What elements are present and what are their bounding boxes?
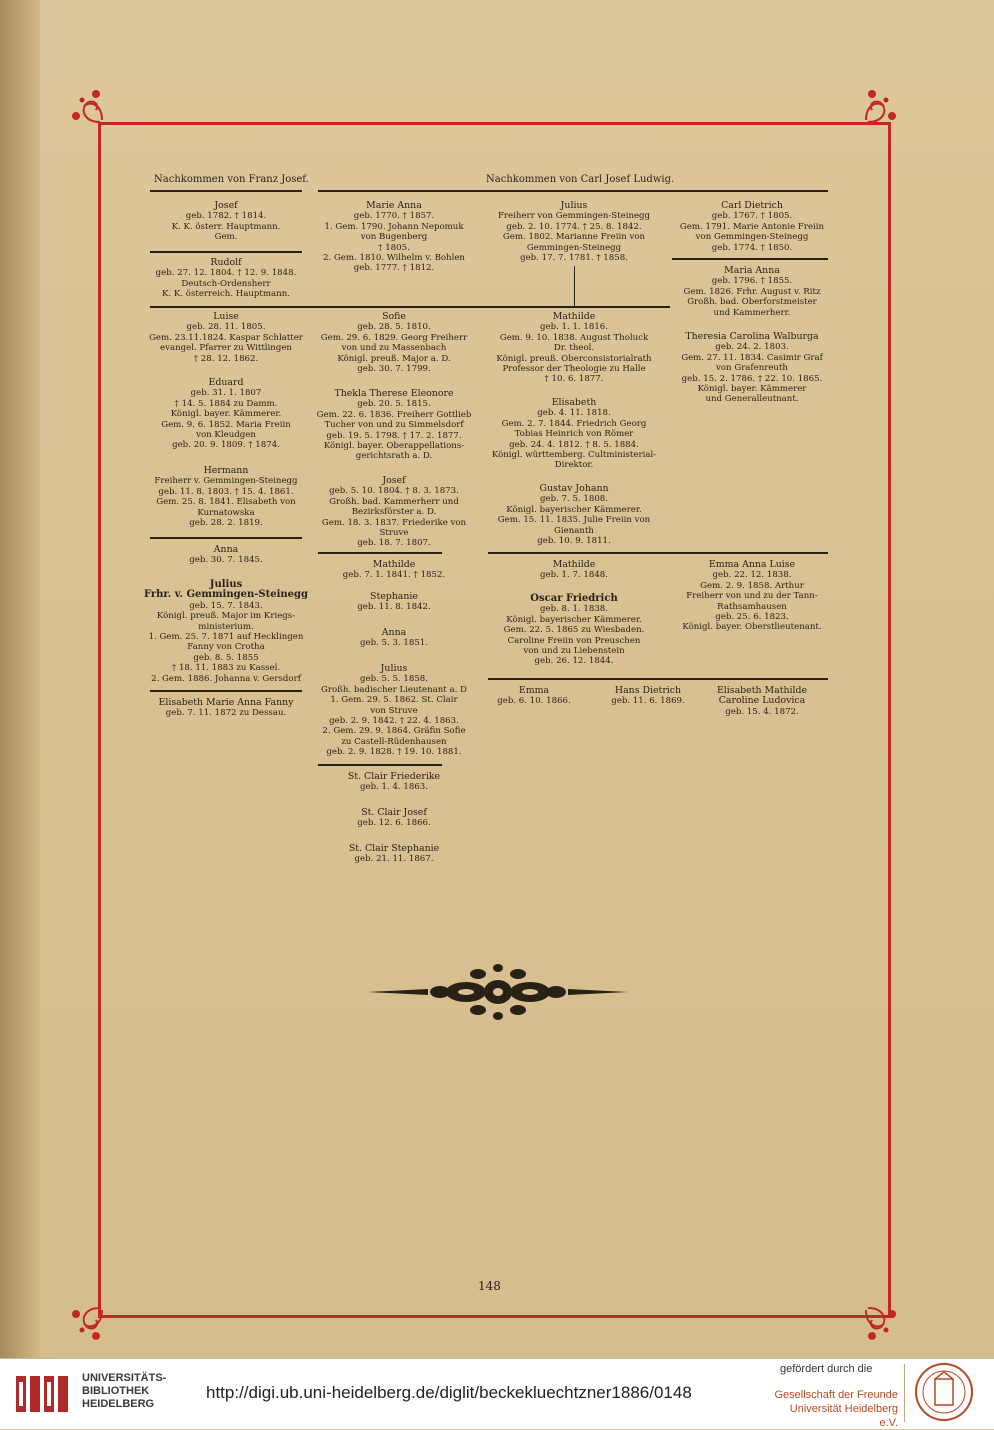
- entry-text: geb. 1782. † 1814. K. K. österr. Hauptmann. Gem.: [171, 211, 281, 243]
- entry-name: Emma: [518, 685, 550, 696]
- entry-name: Theresia Carolina Walburga: [685, 331, 819, 342]
- entry-name: Mathilde: [552, 559, 596, 570]
- entry-text: geb. 21. 11. 1867.: [354, 854, 434, 865]
- rule-col2-d: [318, 764, 442, 766]
- entry-text: geb. 30. 7. 1845.: [189, 555, 263, 566]
- entry-name: Stephanie: [370, 591, 418, 602]
- connector-julius: [574, 266, 575, 306]
- university-seal-icon: [914, 1362, 974, 1422]
- library-name: UNIVERSITÄTS- BIBLIOTHEK HEIDELBERG: [82, 1372, 167, 1410]
- entry-text: geb. 12. 6. 1866.: [357, 818, 431, 829]
- entry-text: geb. 1770. † 1857. 1. Gem. 1790. Johann Nepomuk von Bugenberg † 1805. 2. Gem. 1810. Wilhelm v. Bohlen geb. 1777. † 1812.: [323, 211, 465, 274]
- entry-text: geb. 7. 1. 1841. † 1852.: [342, 570, 446, 581]
- entry-julius-freiherr: [482, 201, 666, 263]
- entry-mathilde-3: [482, 560, 666, 581]
- entry-josef-2: [306, 476, 482, 549]
- entry-name: Anna: [213, 544, 239, 555]
- rule-col1-c: [150, 537, 302, 539]
- entry-text: geb. 24. 2. 1803. Gem. 27. 11. 1834. Casimir Graf von Grafenreuth geb. 15. 2. 1786. † 22. 10. 1865. Königl. bayer. Kämmerer und Generalleutnant.: [681, 342, 823, 405]
- entry-name: St. Clair Josef: [361, 807, 427, 818]
- header-right: Nachkommen von Carl Josef Ludwig.: [486, 174, 675, 185]
- entry-anna: [138, 545, 314, 566]
- entry-elisabeth-marie: [138, 698, 314, 719]
- entry-text: geb. 1. 4. 1863.: [359, 782, 429, 793]
- entry-julius-2: [306, 664, 482, 758]
- rule-col34-c: [488, 552, 828, 554]
- entry-name: Hermann: [203, 465, 249, 476]
- entry-text: geb. 8. 1. 1838. Königl. bayerischer Kämmerer. Gem. 22. 5. 1865 zu Wiesbaden. Caroline Freiin von Preuschen von und zu Liebenstein geb. 26. 12. 1844.: [503, 604, 645, 667]
- entry-name: Sofie: [382, 311, 406, 322]
- entry-mathilde: [482, 312, 666, 385]
- entry-text: geb. 7. 5. 1808. Königl. bayerischer Kämmerer. Gem. 15. 11. 1835. Julie Freiin von Gienanth geb. 10. 9. 1811.: [497, 494, 651, 547]
- sponsor-intro: gefördert durch die: [780, 1363, 873, 1375]
- entry-name: Julius: [560, 200, 588, 211]
- entry-name: St. Clair Friederike: [347, 771, 441, 782]
- corner-ornament-bottom-right: [842, 1284, 902, 1344]
- entry-st-clair-josef: [306, 808, 482, 829]
- entry-josef: [138, 201, 314, 243]
- rule-col1-top: [150, 190, 302, 192]
- entry-text: geb. 31. 1. 1807 † 14. 5. 1884 zu Damm. Königl. bayer. Kämmerer. Gem. 9. 6. 1852. Maria Freiin von Kleudgen geb. 20. 9. 1809. † 1874.: [161, 388, 291, 451]
- entry-anna-2: [306, 628, 482, 649]
- entry-name: Elisabeth Marie Anna Fanny: [158, 697, 294, 708]
- entry-hans-dietrich: [596, 686, 700, 707]
- entry-mathilde-2: [306, 560, 482, 581]
- entry-theresia: [666, 332, 838, 405]
- rule-col3-d: [488, 678, 828, 680]
- entry-name: Anna: [381, 627, 407, 638]
- entry-name: Marie Anna: [366, 200, 422, 211]
- entry-name: Elisabeth: [551, 397, 597, 408]
- sponsor-name: Gesellschaft der Freunde Universität Heidelberg e.V.: [774, 1389, 898, 1429]
- entry-text: geb. 7. 11. 1872 zu Dessau.: [165, 708, 287, 719]
- entry-text: geb. 15. 4. 1872.: [725, 706, 799, 717]
- entry-text: geb. 20. 5. 1815. Gem. 22. 6. 1836. Freiherr Gottlieb Tucher von und zu Simmelsdorf geb. 19. 5. 1798. † 17. 2. 1877. Königl. bayer. Oberappellations- gerichtsrath a. D.: [316, 399, 472, 462]
- entry-name: St. Clair Stephanie: [348, 843, 440, 854]
- entry-luise: [138, 312, 314, 364]
- entry-name: Josef: [382, 475, 406, 486]
- entry-text: geb. 1. 1. 1816. Gem. 9. 10. 1838. August Tholuck Dr. theol. Königl. preuß. Oberconsistorialrath Professor der Theologie zu Halle † 10. 6. 1877.: [496, 322, 652, 385]
- corner-ornament-top-left: [66, 86, 126, 146]
- entry-name: Gustav Johann: [539, 483, 609, 494]
- entry-name: Rudolf: [210, 257, 242, 268]
- entry-eduard: [138, 378, 314, 451]
- entry-emma-anna-luise: [666, 560, 838, 633]
- page-url[interactable]: http://digi.ub.uni-heidelberg.de/diglit/beckekluechtzner1886/0148: [206, 1383, 692, 1402]
- rule-col1-b: [150, 251, 302, 253]
- entry-maria-anna: [666, 266, 838, 318]
- entry-text: geb. 28. 11. 1805. Gem. 23.11.1824. Kaspar Schlatter evangel. Pfarrer zu Wittlingen † 28. 12. 1862.: [149, 322, 303, 364]
- rule-generation-2: [150, 306, 670, 308]
- entry-elisabeth: [482, 398, 666, 471]
- entry-text: Freiherr v. Gemmingen-Steinegg geb. 11. 8. 1803. † 15. 4. 1861. Gem. 25. 8. 1841. Elisabeth von Kurnatowska geb. 28. 2. 1819.: [154, 476, 298, 529]
- entry-name: Eduard: [208, 377, 244, 388]
- entry-name: Emma Anna Luise: [708, 559, 796, 570]
- entry-st-clair-friederike: [306, 772, 482, 793]
- entry-name: Julius: [380, 663, 408, 674]
- page-number: 148: [478, 1279, 501, 1293]
- entry-julius-frhr: [138, 580, 314, 684]
- vignette-ornament: [368, 962, 628, 1022]
- rule-col2-c: [318, 552, 442, 554]
- entry-name: Luise: [213, 311, 239, 322]
- library-logo-icon: [14, 1372, 72, 1416]
- rule-col4-b: [672, 258, 828, 260]
- entry-emma: [482, 686, 586, 707]
- entry-gustav-johann: [482, 484, 666, 546]
- entry-text: geb. 4. 11. 1818. Gem. 2. 7. 1844. Friedrich Georg Tobias Heinrich von Römer geb. 24. 4. 1812. † 8. 5. 1884. Königl. württemberg. Cultministerial- Direktor.: [491, 408, 657, 471]
- entry-name: Maria Anna: [724, 265, 780, 276]
- entry-name: Josef: [214, 200, 238, 211]
- entry-text: geb. 6. 10. 1866.: [497, 696, 571, 707]
- entry-stephanie: [306, 592, 482, 613]
- entry-text: geb. 11. 8. 1842.: [357, 602, 431, 613]
- rule-col1-d: [150, 690, 302, 692]
- entry-thekla: [306, 389, 482, 462]
- entry-name: Hans Dietrich: [614, 685, 682, 696]
- entry-name: Mathilde: [552, 311, 596, 322]
- entry-text: geb. 1796. † 1855. Gem. 1826. Frhr. August v. Ritz Großh. bad. Oberforstmeister und Kammerherr.: [683, 276, 821, 318]
- corner-ornament-bottom-left: [66, 1284, 126, 1344]
- entry-text: geb. 11. 6. 1869.: [611, 696, 685, 707]
- entry-text: geb. 1767. † 1805. Gem. 1791. Marie Antonie Freiin von Gemmingen-Steinegg geb. 1774. † 1850.: [679, 211, 825, 253]
- corner-ornament-top-right: [842, 86, 902, 146]
- entry-marie-anna: [306, 201, 482, 274]
- entry-sofie: [306, 312, 482, 374]
- entry-text: geb. 1. 7. 1848.: [539, 570, 609, 581]
- entry-text: geb. 28. 5. 1810. Gem. 29. 6. 1829. Georg Freiherr von und zu Massenbach Königl. preuß. Major a. D. geb. 30. 7. 1799.: [320, 322, 468, 375]
- entry-name: Carl Dietrich: [721, 200, 783, 211]
- entry-rudolf: [138, 258, 314, 300]
- entry-hermann: [138, 466, 314, 528]
- entry-st-clair-stephanie: [306, 844, 482, 865]
- entry-name: Elisabeth Mathilde Caroline Ludovica: [716, 685, 808, 707]
- entry-text: geb. 5. 3. 1851.: [359, 638, 429, 649]
- entry-text: geb. 15. 7. 1843. Königl. preuß. Major im Kriegs- ministerium. 1. Gem. 25. 7. 1871 auf Hecklingen Fanny von Crotha geb. 8. 5. 1855 † 18. 11. 1883 zu Kassel. 2. Gem. 1886. Johanna v. Gersdorf: [148, 600, 304, 684]
- entry-elisabeth-mathilde: [686, 686, 838, 717]
- header-left: Nachkommen von Franz Josef.: [154, 174, 309, 185]
- entry-text: Freiherr von Gemmingen-Steinegg geb. 2. 10. 1774. † 25. 8. 1842. Gem. 1802. Marianne Freiin von Gemmingen-Steinegg geb. 17. 7. 1781. † 1858.: [497, 211, 651, 264]
- entry-text: geb. 27. 12. 1804. † 12. 9. 1848. Deutsch-Ordensherr K. K. österreich. Hauptmann.: [155, 268, 297, 300]
- entry-name-bold: Julius Frhr. v. Gemmingen-Steinegg: [143, 579, 309, 601]
- entry-oscar-friedrich: [482, 594, 666, 667]
- entry-name: Mathilde: [372, 559, 416, 570]
- entry-carl-dietrich: [666, 201, 838, 253]
- entry-text: geb. 5. 5. 1858. Großh. badischer Lieutenant a. D 1. Gem. 29. 5. 1862. St. Clair von Struve geb. 2. 9. 1842. † 22. 4. 1863. 2. Gem. 29. 9. 1864. Gräfin Sofie zu Castell-Rüdenhausen geb. 2. 9. 1828. † 19. 10. 1881.: [321, 674, 467, 758]
- entry-text: geb. 5. 10. 1804. † 8. 3. 1873. Großh. bad. Kammerherr und Bezirksförster a. D. Gem. 18. 3. 1837. Friederike von Struve geb. 18. 7. 1807.: [321, 486, 467, 549]
- rule-right-top: [318, 190, 828, 192]
- footer-divider: [904, 1364, 905, 1422]
- entry-text: geb. 22. 12. 1838. Gem. 2. 9. 1858. Arthur Freiherr von und zu der Tann- Rathsamhausen geb. 25. 6. 1823. Königl. bayer. Oberstlieutenant.: [682, 570, 822, 633]
- entry-name: Thekla Therese Eleonore: [334, 388, 454, 399]
- entry-name-bold: Oscar Friedrich: [530, 593, 618, 604]
